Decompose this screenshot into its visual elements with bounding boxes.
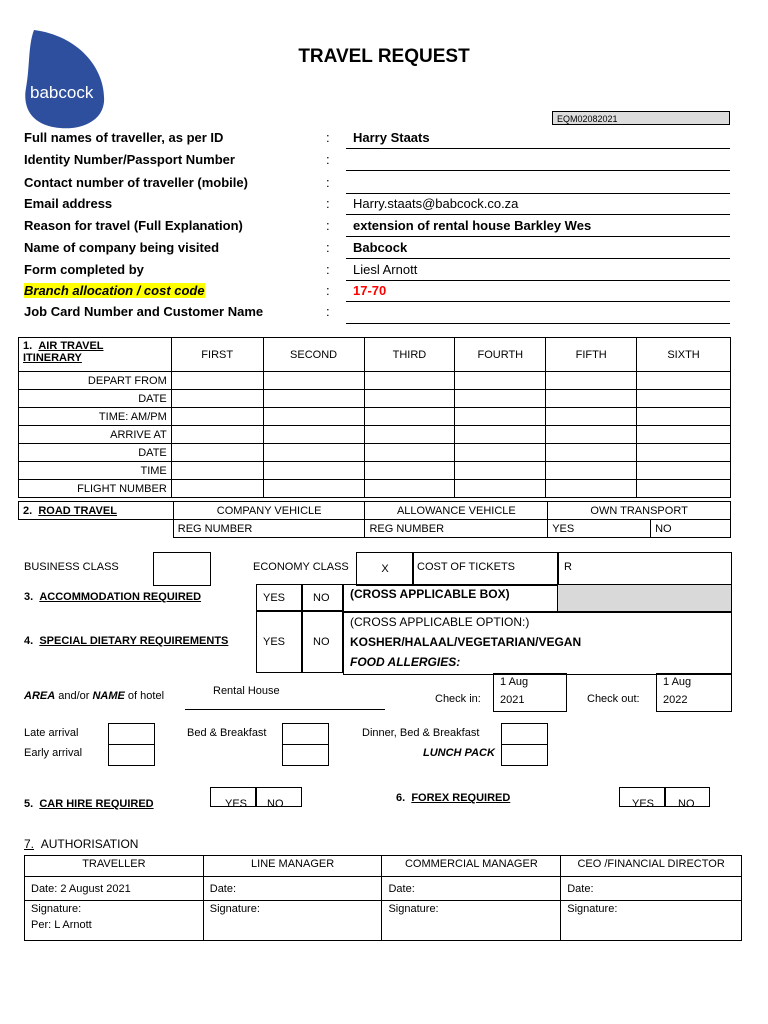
svg-text:babcock: babcock — [30, 83, 94, 102]
underline — [346, 280, 730, 281]
air-cell[interactable] — [171, 426, 263, 444]
dinner-bed-breakfast-checkbox[interactable] — [501, 723, 548, 745]
forex-heading: 6. FOREX REQUIRED — [396, 792, 511, 804]
road-travel-heading: 2. ROAD TRAVEL — [19, 502, 174, 520]
colon: : — [326, 196, 330, 211]
accommodation-note: (CROSS APPLICABLE BOX) — [350, 587, 510, 601]
air-cell[interactable] — [546, 390, 637, 408]
air-cell[interactable] — [171, 480, 263, 498]
row-depart-from: DEPART FROM — [19, 372, 172, 390]
check-in-label: Check in: — [435, 693, 481, 705]
air-cell[interactable] — [171, 444, 263, 462]
air-cell[interactable] — [546, 444, 637, 462]
field-label-contact-number: Contact number of traveller (mobile) — [24, 175, 248, 190]
col-fifth: FIFTH — [546, 338, 637, 372]
air-cell[interactable] — [364, 372, 455, 390]
underline — [346, 323, 730, 324]
field-value-email[interactable]: Harry.staats@babcock.co.za — [353, 196, 519, 211]
air-travel-heading: 1. AIR TRAVEL ITINERARY — [19, 338, 172, 372]
air-cell[interactable] — [546, 408, 637, 426]
colon: : — [326, 240, 330, 255]
air-cell[interactable] — [263, 408, 364, 426]
air-cell[interactable] — [637, 372, 731, 390]
underline — [346, 258, 730, 259]
col-first: FIRST — [171, 338, 263, 372]
colon: : — [326, 283, 330, 298]
air-cell[interactable] — [637, 408, 731, 426]
bed-breakfast-checkbox-2[interactable] — [282, 744, 329, 766]
underline — [346, 148, 730, 149]
air-cell[interactable] — [637, 390, 731, 408]
colon: : — [326, 130, 330, 145]
air-cell[interactable] — [364, 480, 455, 498]
check-out-date[interactable]: 1 Aug 2022 — [656, 673, 732, 712]
auth-date-ceo[interactable]: Date: — [561, 877, 742, 901]
lunch-pack-checkbox[interactable] — [501, 744, 548, 766]
row-arrive-at: ARRIVE AT — [19, 426, 172, 444]
auth-signature-traveller[interactable]: Signature: Per: L Arnott — [25, 901, 204, 941]
dinner-bed-breakfast-label: Dinner, Bed & Breakfast — [362, 727, 480, 739]
row-date: DATE — [19, 390, 172, 408]
air-cell[interactable] — [637, 480, 731, 498]
col-second: SECOND — [263, 338, 364, 372]
air-cell[interactable] — [455, 390, 546, 408]
col-sixth: SIXTH — [637, 338, 731, 372]
dietary-heading: 4. SPECIAL DIETARY REQUIREMENTS — [24, 635, 229, 647]
cost-of-tickets-value[interactable]: R — [564, 561, 572, 573]
air-cell[interactable] — [546, 462, 637, 480]
auth-col-line-manager: LINE MANAGER — [203, 856, 382, 877]
air-cell[interactable] — [263, 372, 364, 390]
air-cell[interactable] — [455, 372, 546, 390]
air-cell[interactable] — [263, 390, 364, 408]
car-hire-no[interactable]: NO — [256, 787, 302, 807]
auth-col-traveller: TRAVELLER — [25, 856, 204, 877]
air-cell[interactable] — [455, 480, 546, 498]
underline — [346, 193, 730, 194]
air-cell[interactable] — [364, 426, 455, 444]
field-value-full-names[interactable]: Harry Staats — [353, 130, 430, 145]
business-class-checkbox[interactable] — [153, 552, 211, 586]
auth-date-commercial-manager[interactable]: Date: — [382, 877, 561, 901]
air-cell[interactable] — [455, 426, 546, 444]
business-class-label: BUSINESS CLASS — [24, 561, 119, 573]
field-label-reason: Reason for travel (Full Explanation) — [24, 218, 243, 233]
auth-col-ceo: CEO /FINANCIAL DIRECTOR — [561, 856, 742, 877]
forex-yes[interactable]: YES — [619, 787, 665, 807]
cost-of-tickets-value-cell — [557, 552, 732, 586]
accommodation-heading: 3. ACCOMMODATION REQUIRED — [24, 591, 202, 603]
underline — [346, 170, 730, 171]
allowance-vehicle-label: ALLOWANCE VEHICLE — [365, 502, 548, 520]
air-cell[interactable] — [637, 462, 731, 480]
company-vehicle-label: COMPANY VEHICLE — [173, 502, 365, 520]
air-cell[interactable] — [546, 426, 637, 444]
form-title: TRAVEL REQUEST — [298, 46, 470, 67]
auth-date-line-manager[interactable]: Date: — [203, 877, 382, 901]
air-cell[interactable] — [455, 462, 546, 480]
accommodation-no[interactable]: NO — [302, 584, 343, 611]
air-cell[interactable] — [263, 444, 364, 462]
field-label-cost-code: Branch allocation / cost code — [24, 283, 205, 298]
colon: : — [326, 152, 330, 167]
economy-class-label: ECONOMY CLASS — [253, 561, 349, 573]
cost-of-tickets-label: COST OF TICKETS — [417, 561, 515, 573]
field-label-email: Email address — [24, 196, 113, 211]
air-cell[interactable] — [455, 444, 546, 462]
babcock-logo — [20, 30, 108, 130]
air-cell[interactable] — [364, 408, 455, 426]
own-transport-yes[interactable]: YES — [548, 520, 651, 538]
field-value-reason[interactable]: extension of rental house Barkley Wes — [353, 218, 592, 233]
air-cell[interactable] — [171, 390, 263, 408]
late-arrival-checkbox[interactable] — [108, 723, 155, 745]
air-cell[interactable] — [171, 462, 263, 480]
air-cell[interactable] — [364, 390, 455, 408]
air-travel-table — [18, 337, 731, 498]
dietary-note-1: (CROSS APPLICABLE OPTION:) — [350, 615, 530, 629]
field-value-cost-code[interactable]: 17-70 — [353, 283, 387, 298]
air-cell[interactable] — [263, 426, 364, 444]
own-transport-label: OWN TRANSPORT — [548, 502, 731, 520]
auth-signature-ceo[interactable]: Signature: — [561, 901, 742, 941]
auth-signature-commercial-manager[interactable]: Signature: — [382, 901, 561, 941]
field-label-job-card: Job Card Number and Customer Name — [24, 304, 264, 319]
air-cell[interactable] — [546, 372, 637, 390]
lunch-pack-label: LUNCH PACK — [423, 747, 495, 759]
allowance-reg-number[interactable]: REG NUMBER — [365, 520, 548, 538]
company-reg-number[interactable]: REG NUMBER — [173, 520, 365, 538]
auth-date-traveller[interactable]: Date: 2 August 2021 — [25, 877, 204, 901]
economy-class-checkbox[interactable]: X — [356, 552, 414, 586]
early-arrival-checkbox[interactable] — [108, 744, 155, 766]
auth-col-commercial-manager: COMMERCIAL MANAGER — [382, 856, 561, 877]
accommodation-yes[interactable]: YES — [256, 584, 302, 611]
air-cell[interactable] — [171, 408, 263, 426]
air-cell[interactable] — [455, 408, 546, 426]
underline — [346, 236, 730, 237]
reference-code: EQM02082021 — [552, 111, 730, 125]
early-arrival-label: Early arrival — [24, 747, 83, 759]
car-hire-yes[interactable]: YES — [210, 787, 256, 807]
bed-breakfast-checkbox[interactable] — [282, 723, 329, 745]
air-cell[interactable] — [637, 444, 731, 462]
forex-no[interactable]: NO — [665, 787, 710, 807]
road-travel-table — [18, 501, 731, 538]
row-date-arrive: DATE — [19, 444, 172, 462]
accommodation-note-cell — [343, 584, 559, 613]
dietary-yes[interactable]: YES — [256, 611, 302, 673]
check-out-label: Check out: — [587, 693, 640, 705]
field-label-company: Name of company being visited — [24, 240, 220, 255]
hotel-name-value[interactable]: Rental House — [213, 685, 280, 697]
food-allergies-label: FOOD ALLERGIES: — [350, 655, 461, 669]
row-time-ampm: TIME: AM/PM — [19, 408, 172, 426]
underline — [346, 301, 730, 302]
field-label-id-number: Identity Number/Passport Number — [24, 152, 235, 167]
colon: : — [326, 175, 330, 190]
field-value-completed-by[interactable]: Liesl Arnott — [353, 262, 418, 277]
col-third: THIRD — [364, 338, 455, 372]
air-cell[interactable] — [364, 444, 455, 462]
cost-label-cell — [412, 552, 559, 586]
colon: : — [326, 262, 330, 277]
authorisation-table — [24, 855, 742, 941]
colon: : — [326, 218, 330, 233]
air-cell[interactable] — [263, 480, 364, 498]
authorisation-heading: 7. AUTHORISATION — [24, 837, 139, 851]
late-arrival-label: Late arrival — [24, 727, 79, 739]
hotel-name-underline — [185, 709, 385, 710]
row-flight-number: FLIGHT NUMBER — [19, 480, 172, 498]
hotel-label: AREA and/or NAME of hotel — [24, 690, 165, 702]
car-hire-heading: 5. CAR HIRE REQUIRED — [24, 798, 154, 810]
field-value-company[interactable]: Babcock — [353, 240, 408, 255]
field-label-completed-by: Form completed by — [24, 262, 144, 277]
dietary-no[interactable]: NO — [302, 611, 343, 673]
air-cell[interactable] — [263, 462, 364, 480]
air-cell[interactable] — [637, 426, 731, 444]
auth-signature-line-manager[interactable]: Signature: — [203, 901, 382, 941]
row-time: TIME — [19, 462, 172, 480]
colon: : — [326, 304, 330, 319]
dietary-note-cell — [343, 611, 732, 675]
air-cell[interactable] — [546, 480, 637, 498]
col-fourth: FOURTH — [455, 338, 546, 372]
own-transport-no[interactable]: NO — [651, 520, 731, 538]
air-cell[interactable] — [364, 462, 455, 480]
bed-breakfast-label: Bed & Breakfast — [187, 727, 267, 739]
air-cell[interactable] — [171, 372, 263, 390]
check-in-date[interactable]: 1 Aug 2021 — [493, 673, 567, 712]
underline — [346, 214, 730, 215]
dietary-note-2: KOSHER/HALAAL/VEGETARIAN/VEGAN — [350, 635, 582, 649]
grey-cell — [557, 584, 732, 613]
field-label-full-names: Full names of traveller, as per ID — [24, 130, 224, 145]
